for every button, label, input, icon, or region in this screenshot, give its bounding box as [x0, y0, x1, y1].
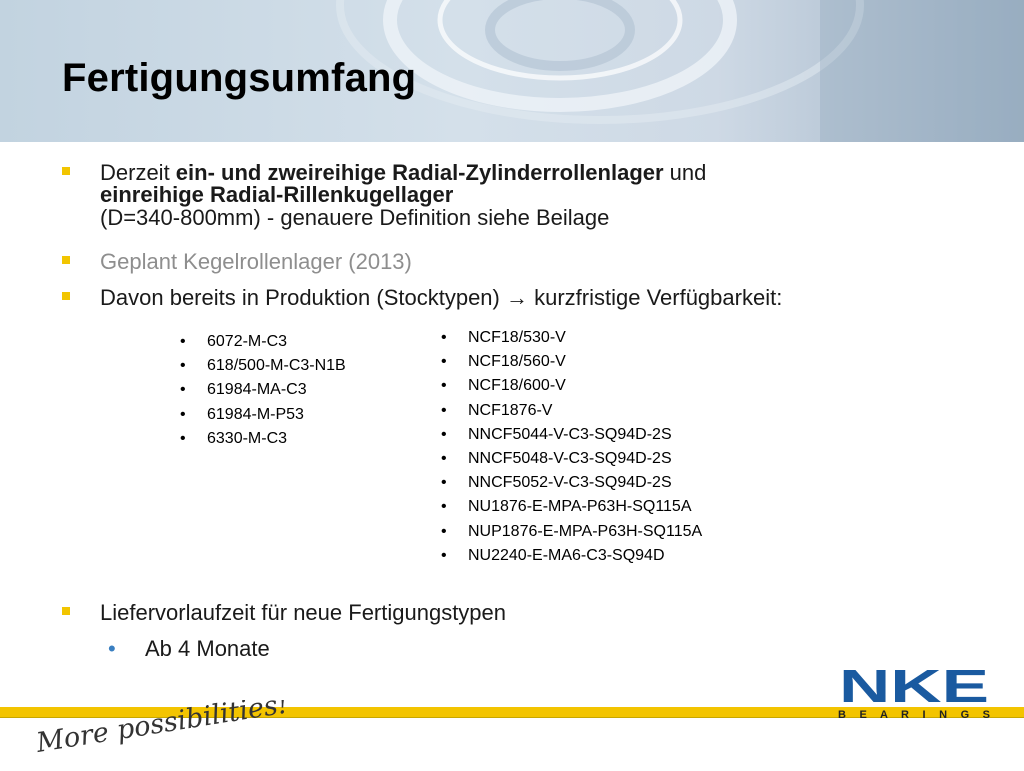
square-bullet-icon: [62, 292, 70, 300]
bullet-text-part: kurzfristige Verfügbarkeit:: [527, 285, 783, 310]
bullet-text-bold: ein- und zweireihige Radial-Zylinderrollenlager: [175, 160, 664, 185]
bullet-text: Geplant Kegelrollenlager (2013): [100, 249, 412, 274]
list-item: • NNCF5048-V-C3-SQ94D-2S: [441, 447, 702, 471]
stock-types-list-right: [441, 326, 702, 568]
bullet-text-part: (D=340-800mm) - genauere Definition siehe Beilage: [100, 205, 610, 230]
bullet-text-bold: einreihige Radial-Rillenkugellager: [100, 182, 454, 207]
logo-main-text: NKE: [839, 660, 989, 712]
sub-bullet-text: Ab 4 Monate: [145, 636, 270, 661]
square-bullet-icon: [62, 167, 70, 175]
list-item: • 6072-M-C3: [180, 330, 346, 354]
bullet-text-part: Davon bereits in Produktion (Stocktypen): [100, 285, 506, 310]
stock-types-list-left: [180, 330, 346, 451]
bullet-text-part: Derzeit: [100, 160, 176, 185]
logo-sub-text: B E A R I N G S: [838, 709, 990, 720]
list-item: • NCF18/560-V: [441, 350, 702, 374]
list-item: • 61984-M-P53: [180, 403, 346, 427]
list-item: • NUP1876-E-MPA-P63H-SQ115A: [441, 520, 702, 544]
list-item: • NCF18/530-V: [441, 326, 702, 350]
list-item: • NCF1876-V: [441, 399, 702, 423]
list-item: • NNCF5052-V-C3-SQ94D-2S: [441, 471, 702, 495]
list-item: • 618/500-M-C3-N1B: [180, 354, 346, 378]
list-item: • 61984-MA-C3: [180, 378, 346, 402]
list-item: • NCF18/600-V: [441, 374, 702, 398]
list-item: • NU1876-E-MPA-P63H-SQ115A: [441, 495, 702, 519]
header-banner: [0, 0, 1024, 142]
slide-title: Fertigungsumfang: [62, 56, 417, 100]
bullet-text-part: und: [663, 160, 707, 185]
square-bullet-icon: [62, 256, 70, 264]
list-item: • 6330-M-C3: [180, 427, 346, 451]
arrow-right-icon: →: [505, 285, 528, 310]
slogan: [34, 700, 304, 766]
round-bullet-icon: •: [108, 636, 116, 661]
square-bullet-icon: [62, 607, 70, 615]
slogan-text: More possibilities!: [34, 700, 291, 759]
bullet-text: [100, 160, 860, 230]
bullet-text: [100, 285, 860, 310]
nke-bearings-logo: [834, 660, 994, 720]
list-item: • NU2240-E-MA6-C3-SQ94D: [441, 544, 702, 568]
bullet-text: Liefervorlaufzeit für neue Fertigungstypen: [100, 600, 507, 625]
list-item: • NNCF5044-V-C3-SQ94D-2S: [441, 423, 702, 447]
